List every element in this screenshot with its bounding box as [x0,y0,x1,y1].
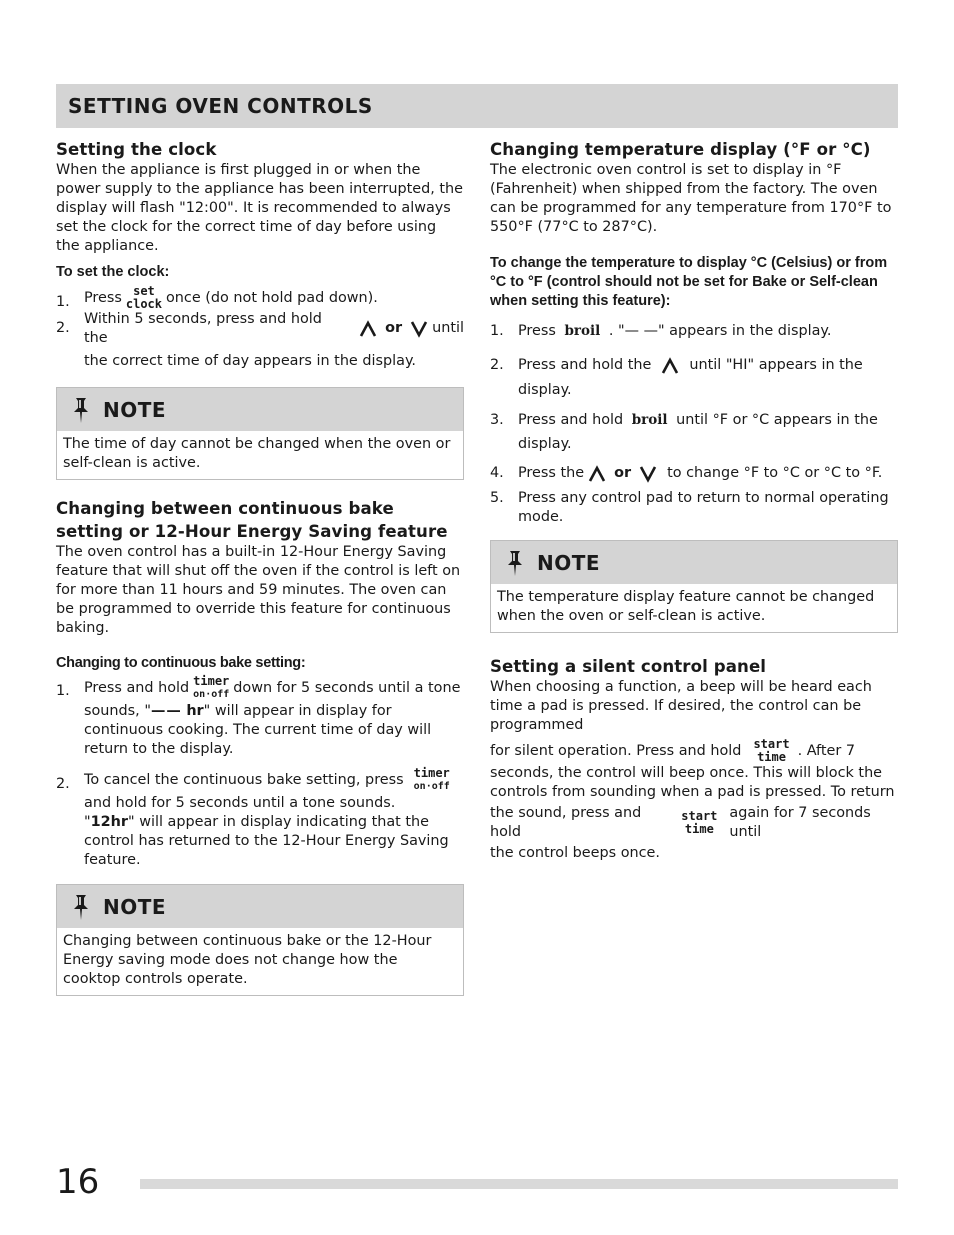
step-number: 3. [490,412,504,428]
step-number: 2. [56,320,70,336]
step-number: 2. [56,776,70,792]
step-text: until "HI" appears in the [689,357,863,373]
note-title: NOTE [103,895,167,919]
step-text: Press the [518,465,585,481]
step-text: to change °F to °C or °C to °F. [667,465,883,481]
temp-step-3 [490,411,900,454]
temp-step-4 [490,464,900,483]
down-arrow-icon [639,465,657,483]
continuous-heading-2: setting or 12-Hour Energy Saving feature [56,522,448,541]
note-header [491,541,897,584]
step-text: Press any control pad to return to normal operating mode. [518,490,889,525]
section-title: SETTING OVEN CONTROLS [68,94,373,118]
temp-heading: Changing temperature display (°F or °C) [490,140,871,159]
note-text: Changing between continuous bake or the 12-Hour Energy saving mode does not change how the cooktop controls operate. [63,933,432,987]
down-arrow-icon [410,320,428,338]
step-text: "12hr" will appear in display indicating that the control has returned to the 12-Hour Energy Saving feature. [84,814,449,868]
pushpin-icon [71,893,91,921]
step-text: . "— —" appears in the display. [608,323,832,339]
clock-step-2 [56,310,464,371]
start-time-key-icon: start time [681,809,718,836]
broil-key-icon: broil [631,412,668,428]
note-header [57,388,463,431]
note-header [57,885,463,928]
step-number: 1. [56,683,70,699]
step-text: To cancel the continuous bake setting, press [84,771,404,788]
clock-intro: When the appliance is first plugged in or when the power supply to the appliance has been interrupted, the display will flash "12:00". It is recommended to always set the clock for the correct time of day before using the appliance. [56,162,463,254]
or-text: or [614,465,632,481]
continuous-heading-1: Changing between continuous bake [56,499,394,518]
silent-line-2 [490,804,900,842]
note-box-time [56,387,464,480]
right-column [490,138,900,863]
step-text: sounds, "—— hr" will appear in display for continuous cooking. The current time of day will return to the display. [84,703,432,757]
clock-step-1 [56,285,464,311]
temp-step-1 [490,322,900,341]
timer-on-off-key-icon: timer on·off [413,766,450,792]
note-title: NOTE [103,398,167,422]
up-arrow-icon [661,357,679,375]
step-text: the correct time of day appears in the display. [84,353,416,369]
note-box-cooktop [56,884,464,996]
set-clock-key-icon: set clock [125,284,162,311]
step-text: and hold for 5 seconds until a tone sounds. [84,795,396,811]
step-number: 4. [490,465,504,481]
broil-key-icon: broil [564,323,601,339]
step-text: down for 5 seconds until a tone [233,679,461,696]
silent-middle: seconds, the control will beep once. This will block the controls from sounding when a pad is pressed. To return [490,765,895,800]
step-number: 1. [56,294,70,310]
page-number: 16 [56,1162,100,1202]
silent-heading: Setting a silent control panel [490,657,767,676]
step-number: 2. [490,357,504,373]
clock-subheading: To set the clock: [56,264,170,280]
step-text: Press and hold the [518,357,652,373]
step-text: until °F or °C appears in the [676,412,878,428]
continuous-subheading: Changing to continuous bake setting: [56,655,306,671]
left-column [56,138,464,996]
pushpin-icon [505,549,525,577]
body-text: again for 7 seconds until [729,805,871,840]
silent-end: the control beeps once. [490,845,660,861]
step-text: display. [518,382,572,398]
continuous-step-2 [56,767,464,870]
note-box-temperature [490,540,898,633]
temp-intro: The electronic oven control is set to display in °F (Fahrenheit) when shipped from the factory. The oven can be programmed for any temperature from 170°F to 550°F (77°C to 287°C). [490,162,892,235]
note-text: The temperature display feature cannot be changed when the oven or self-clean is active. [497,589,875,624]
up-arrow-icon [588,465,606,483]
silent-line [490,738,900,764]
clock-heading: Setting the clock [56,140,217,159]
step-text: until [432,320,464,336]
step-text: Press and hold [518,412,624,428]
up-arrow-icon [359,320,377,338]
step-number: 1. [490,323,504,339]
step-text: Press [518,323,556,339]
note-text: The time of day cannot be changed when the oven or self-clean is active. [63,436,451,471]
body-text: for silent operation. Press and hold [490,742,742,759]
body-text: the sound, press and hold [490,805,642,840]
or-text: or [385,320,403,336]
silent-intro: When choosing a function, a beep will be heard each time a pad is pressed. If desired, the control can be programmed [490,679,872,733]
temp-step-2 [490,356,900,400]
continuous-step-1 [56,675,464,759]
step-text: once (do not hold pad down). [166,289,378,306]
step-text: Press [84,289,122,306]
section-banner [56,84,898,128]
body-text: . After 7 [797,742,856,759]
continuous-intro: The oven control has a built-in 12-Hour Energy Saving feature that will shut off the oven if the control is left on for more than 11 hours and 59 minutes. The oven can be programmed to override this feature for continuous baking. [56,544,461,636]
step-text: Within 5 seconds, press and hold the [84,310,322,346]
step-text: Press and hold [84,679,190,696]
step-number: 5. [490,490,504,506]
temp-subheading: To change the temperature to display °C (Celsius) or from °C to °F (control should not be set for Bake or Self-clean when setting this feature): [490,255,888,309]
start-time-key-icon: start time [753,737,790,764]
step-text: display. [518,436,572,452]
pushpin-icon [71,396,91,424]
note-title: NOTE [537,551,601,575]
footer-bar [140,1179,898,1189]
timer-on-off-key-icon: timer on·off [193,674,230,700]
temp-step-5 [490,489,900,527]
